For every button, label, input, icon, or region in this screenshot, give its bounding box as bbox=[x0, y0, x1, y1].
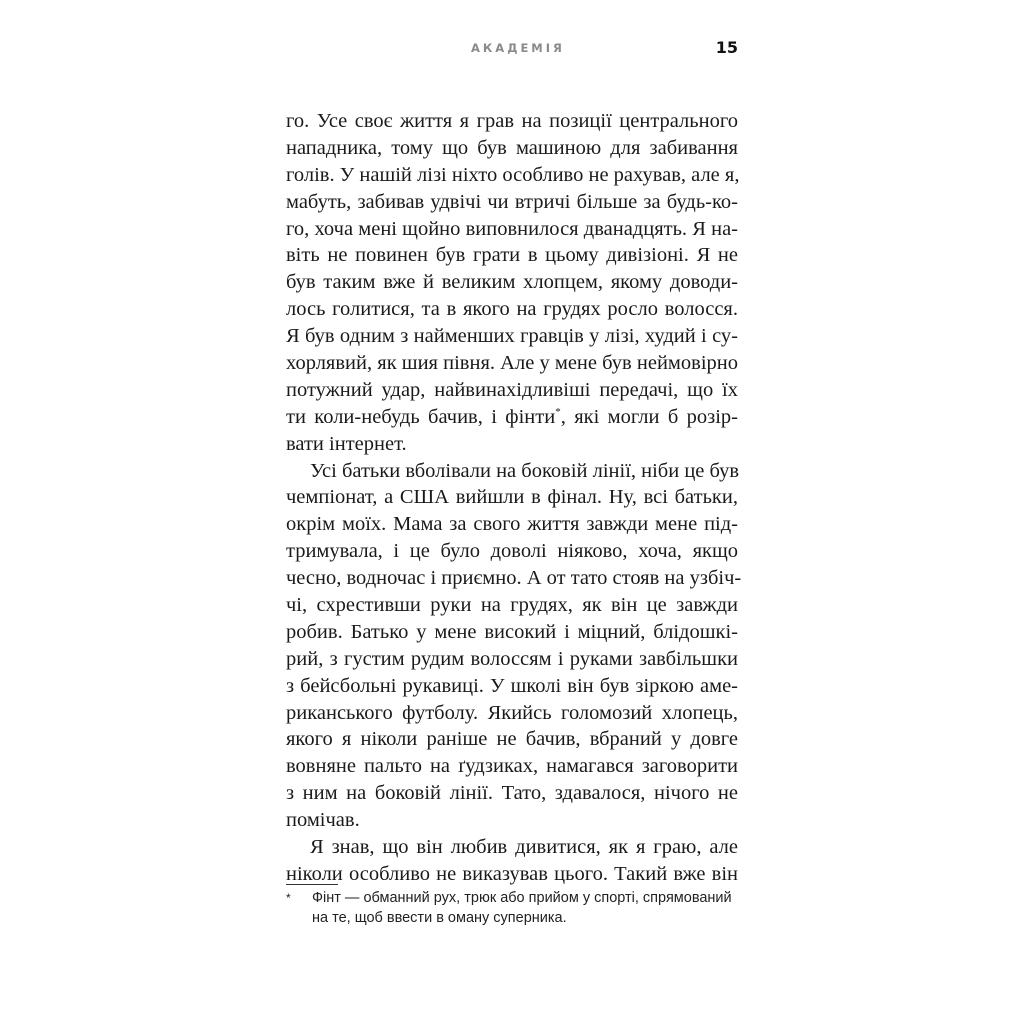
text-fragment: ти коли-небудь бачив, і фінти bbox=[286, 405, 556, 428]
text-line: риканського футболу. Якийсь голомозий хлопець, bbox=[286, 701, 738, 724]
text-line: чі, схрестивши руки на грудях, як він це завжди bbox=[286, 594, 738, 617]
page-number: 15 bbox=[715, 38, 738, 57]
text-line: го, хоча мені щойно виповнилося дванадцять. Я на- bbox=[286, 217, 738, 240]
text-line: віть не повинен був грати в цьому дивізіоні. Я не bbox=[286, 244, 738, 267]
text-line: окрім моїх. Мама за свого життя завжди мене під- bbox=[286, 513, 738, 536]
footnote-line: Фінт — обманний рух, трюк або прийом у спорті, спрямований bbox=[312, 890, 732, 906]
text-line: з ним на боковій лінії. Тато, здавалося, нічого не bbox=[286, 782, 738, 805]
text-line: з бейсбольні рукавиці. У школі він був зіркою аме- bbox=[286, 674, 738, 697]
footnote-line: на те, щоб ввести в оману суперника. bbox=[312, 910, 567, 926]
text-line: вати інтернет. bbox=[286, 432, 407, 455]
text-line: голів. У нашій лізі ніхто особливо не рахував, але я, bbox=[286, 163, 740, 186]
text-line: якого я ніколи раніше не бачив, вбраний у довге bbox=[286, 728, 738, 751]
body-text bbox=[286, 108, 742, 888]
text-line: хорлявий, як шия півня. Але у мене був неймовірно bbox=[286, 352, 738, 375]
text-fragment: , які могли б розір- bbox=[560, 405, 738, 428]
footnote-marker: * bbox=[286, 891, 291, 905]
text-line: го. Усе своє життя я грав на позиції центрального bbox=[286, 110, 738, 132]
text-line: нападника, тому що був машиною для забивання bbox=[286, 136, 738, 159]
text-line: тримувала, і це було доволі ніяково, хоча, якщо bbox=[286, 540, 738, 563]
text-line: Я був одним з найменших гравців у лізі, худий і су- bbox=[286, 325, 738, 348]
text-line: був таким вже й великим хлопцем, якому доводи- bbox=[286, 271, 738, 294]
text-line: чемпіонат, а США вийшли в фінал. Ну, всі батьки, bbox=[286, 486, 738, 509]
footnote-text bbox=[312, 888, 738, 928]
running-title: АКАДЕМІЯ bbox=[471, 41, 565, 55]
footnote-reference[interactable]: * bbox=[555, 405, 561, 418]
text-line-with-footnote bbox=[286, 404, 738, 431]
text-line: мабуть, забивав удвічі чи втричі більше за будь-ко- bbox=[286, 190, 738, 213]
book-page bbox=[286, 0, 742, 1024]
text-line: потужний удар, найвинахідливіші передачі, що їх bbox=[286, 378, 738, 401]
running-head bbox=[286, 38, 738, 58]
text-line: Усі батьки вболівали на боковій лінії, ніби це був bbox=[310, 459, 740, 482]
text-line: лось голитися, та в якого на грудях росло волосся. bbox=[286, 298, 738, 321]
text-line: ніколи особливо не виказував цього. Такий вже він bbox=[286, 862, 738, 885]
text-line: вовняне пальто на ґудзиках, намагався заговорити bbox=[286, 755, 738, 778]
footnote-divider bbox=[286, 884, 338, 885]
text-line: робив. Батько у мене високий і міцний, блідошкі- bbox=[286, 620, 738, 643]
footnote bbox=[286, 888, 738, 928]
text-line: Я знав, що він любив дивитися, як я граю, але bbox=[310, 836, 738, 859]
text-line: чесно, водночас і приємно. А от тато стояв на узбіч- bbox=[286, 567, 742, 590]
text-line: помічав. bbox=[286, 809, 360, 832]
text-line: рий, з густим рудим волоссям і руками завбільшки bbox=[286, 647, 738, 670]
